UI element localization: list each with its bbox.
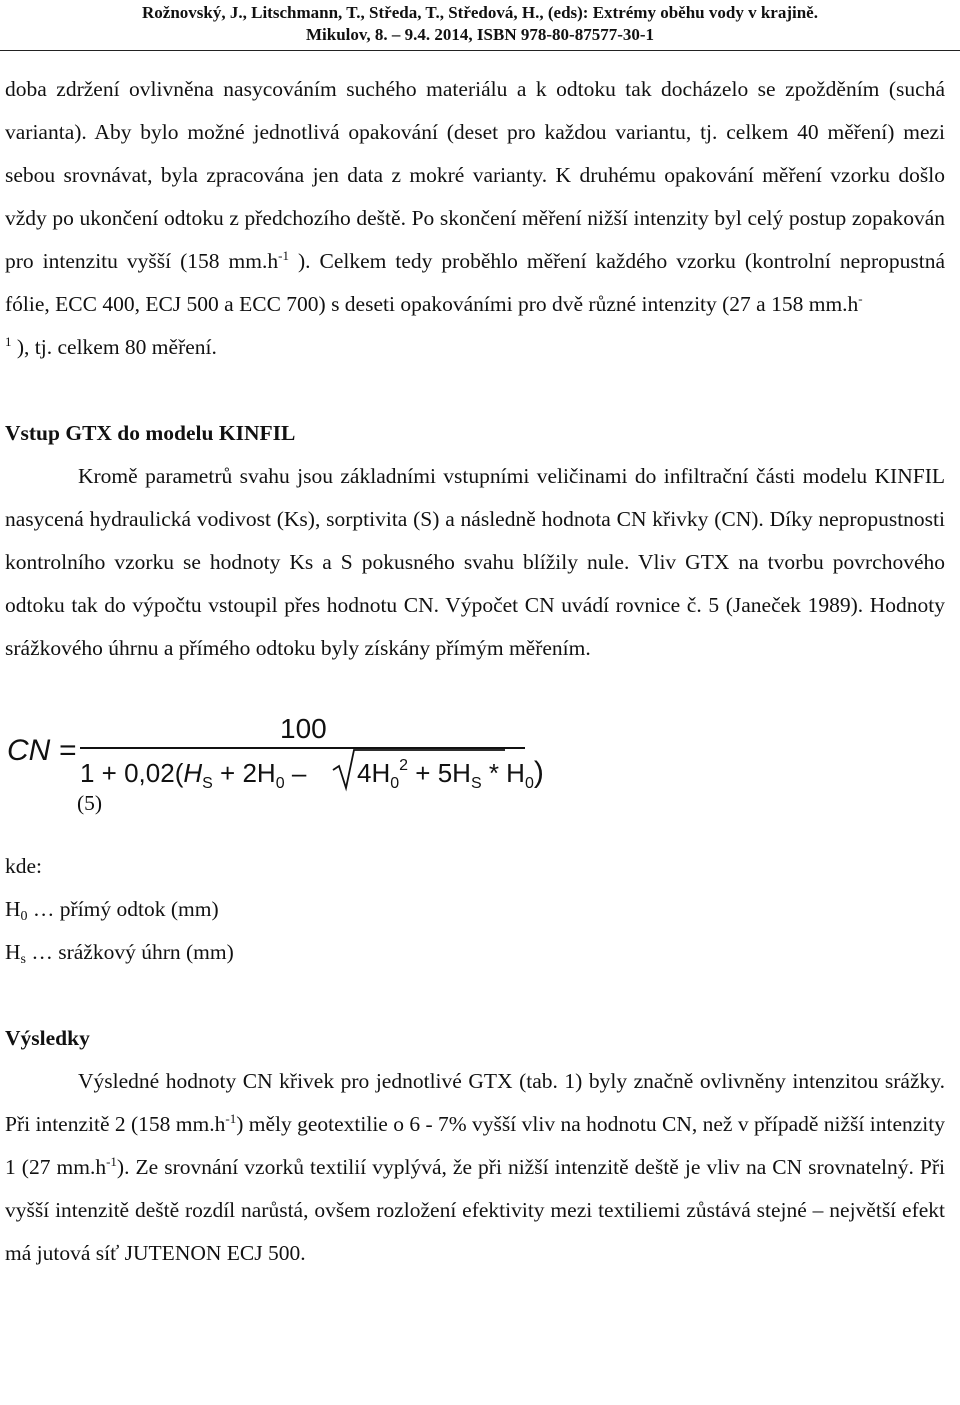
- spacer: [5, 369, 945, 412]
- equation-5: [5, 710, 945, 845]
- results-paragraph: Výsledné hodnoty CN křivek pro jednotlivé GTX (tab. 1) byly značně ovlivněny intenzitou srážky. Při intenzitě 2 (158 $mm.h^{-1}$) měly geotextilie o 6 - 7% vyšší vliv na hodnotu CN, než v případě nižší intenzity 1 (27 $mm.h^{-1}$). Ze srovnání vzorků textilií vyplývá, že při nižší intenzitě deště je vliv na CN srovnatelný. Při vyšší intenzitě deště rozdíl narůstá, ovšem rozložení efektivity mezi textiliemi zůstává stejné – největší efekt má jutová síť JUTENON ECJ 500.: [5, 1069, 946, 1265]
- kinfil-paragraph: Kromě parametrů svahu jsou základními vstupními veličinami do infiltrační části modelu KINFIL nasycená hydraulická vodivost (Ks), sorptivita (S) a následně hodnota CN křivky (CN). Díky nepropustnosti kontrolního vzorku se hodnoty Ks a S pokusného svahu blížily nule. Vliv GTX na tvorbu povrchového odtoku tak do výpočtu vstoupil přes hodnotu CN. Výpočet CN uvádí rovnice č. 5 (Janeček 1989). Hodnoty srážkového úhrnu a přímého odtoku byly získány přímým měřením.: [5, 464, 945, 660]
- header-divider: [0, 50, 960, 51]
- section-heading-results: Výsledky: [5, 1026, 90, 1050]
- page-header: [0, 2, 960, 46]
- equation-lhs: CN =: [7, 734, 77, 767]
- equation-denominator: $1 + 0,02(H_S + 2H_0$ –: [80, 758, 307, 792]
- equation-numerator: 100: [280, 713, 327, 744]
- definition-hs: $H_s$ … srážkový úhrn (mm): [5, 940, 234, 967]
- header-isbn-line: Mikulov, 8. – 9.4. 2014, ISBN 978-80-87577-30-1: [305, 25, 655, 44]
- page-body: [5, 68, 945, 1275]
- intro-paragraph: doba zdržení ovlivněna nasycováním suchého materiálu a k odtoku tak docházelo se zpožděním (suchá varianta). Aby bylo možné jednotlivá opakování (deset pro každou variantu, tj. celkem 40 měření) mezi sebou srovnávat, byla zpracována jen data z mokré varianty. K druhému opakování měření vzorku došlo vždy po ukončení odtoku z předchozího deště. Po skončení měření nižší intenzity byl celý postup zopakován pro intenzitu vyšší (158 $mm.h^{-1}$ ). Celkem tedy proběhlo měření každého vzorku (kontrolní nepropustná fólie, ECC 400, ECJ 500 a ECC 700) s deseti opakováními pro dvě různé intenzity (27 a 158 mm.h- $^1$ ), tj. celkem 80 měření.: [5, 77, 946, 359]
- header-citation-line: Rožnovský, J., Litschmann, T., Středa, T., Středová, H., (eds): Extrémy oběhu vody v krajině.: [142, 3, 818, 22]
- equation-number: (5): [77, 791, 103, 815]
- section-heading-kinfil: Vstup GTX do modelu KINFIL: [5, 421, 296, 445]
- definition-h0: $H_0$ … přímý odtok (mm): [5, 897, 219, 924]
- equation-radicand: $4H_0^2 + 5H_S * H_0$): [357, 756, 544, 792]
- where-label: kde:: [5, 854, 43, 878]
